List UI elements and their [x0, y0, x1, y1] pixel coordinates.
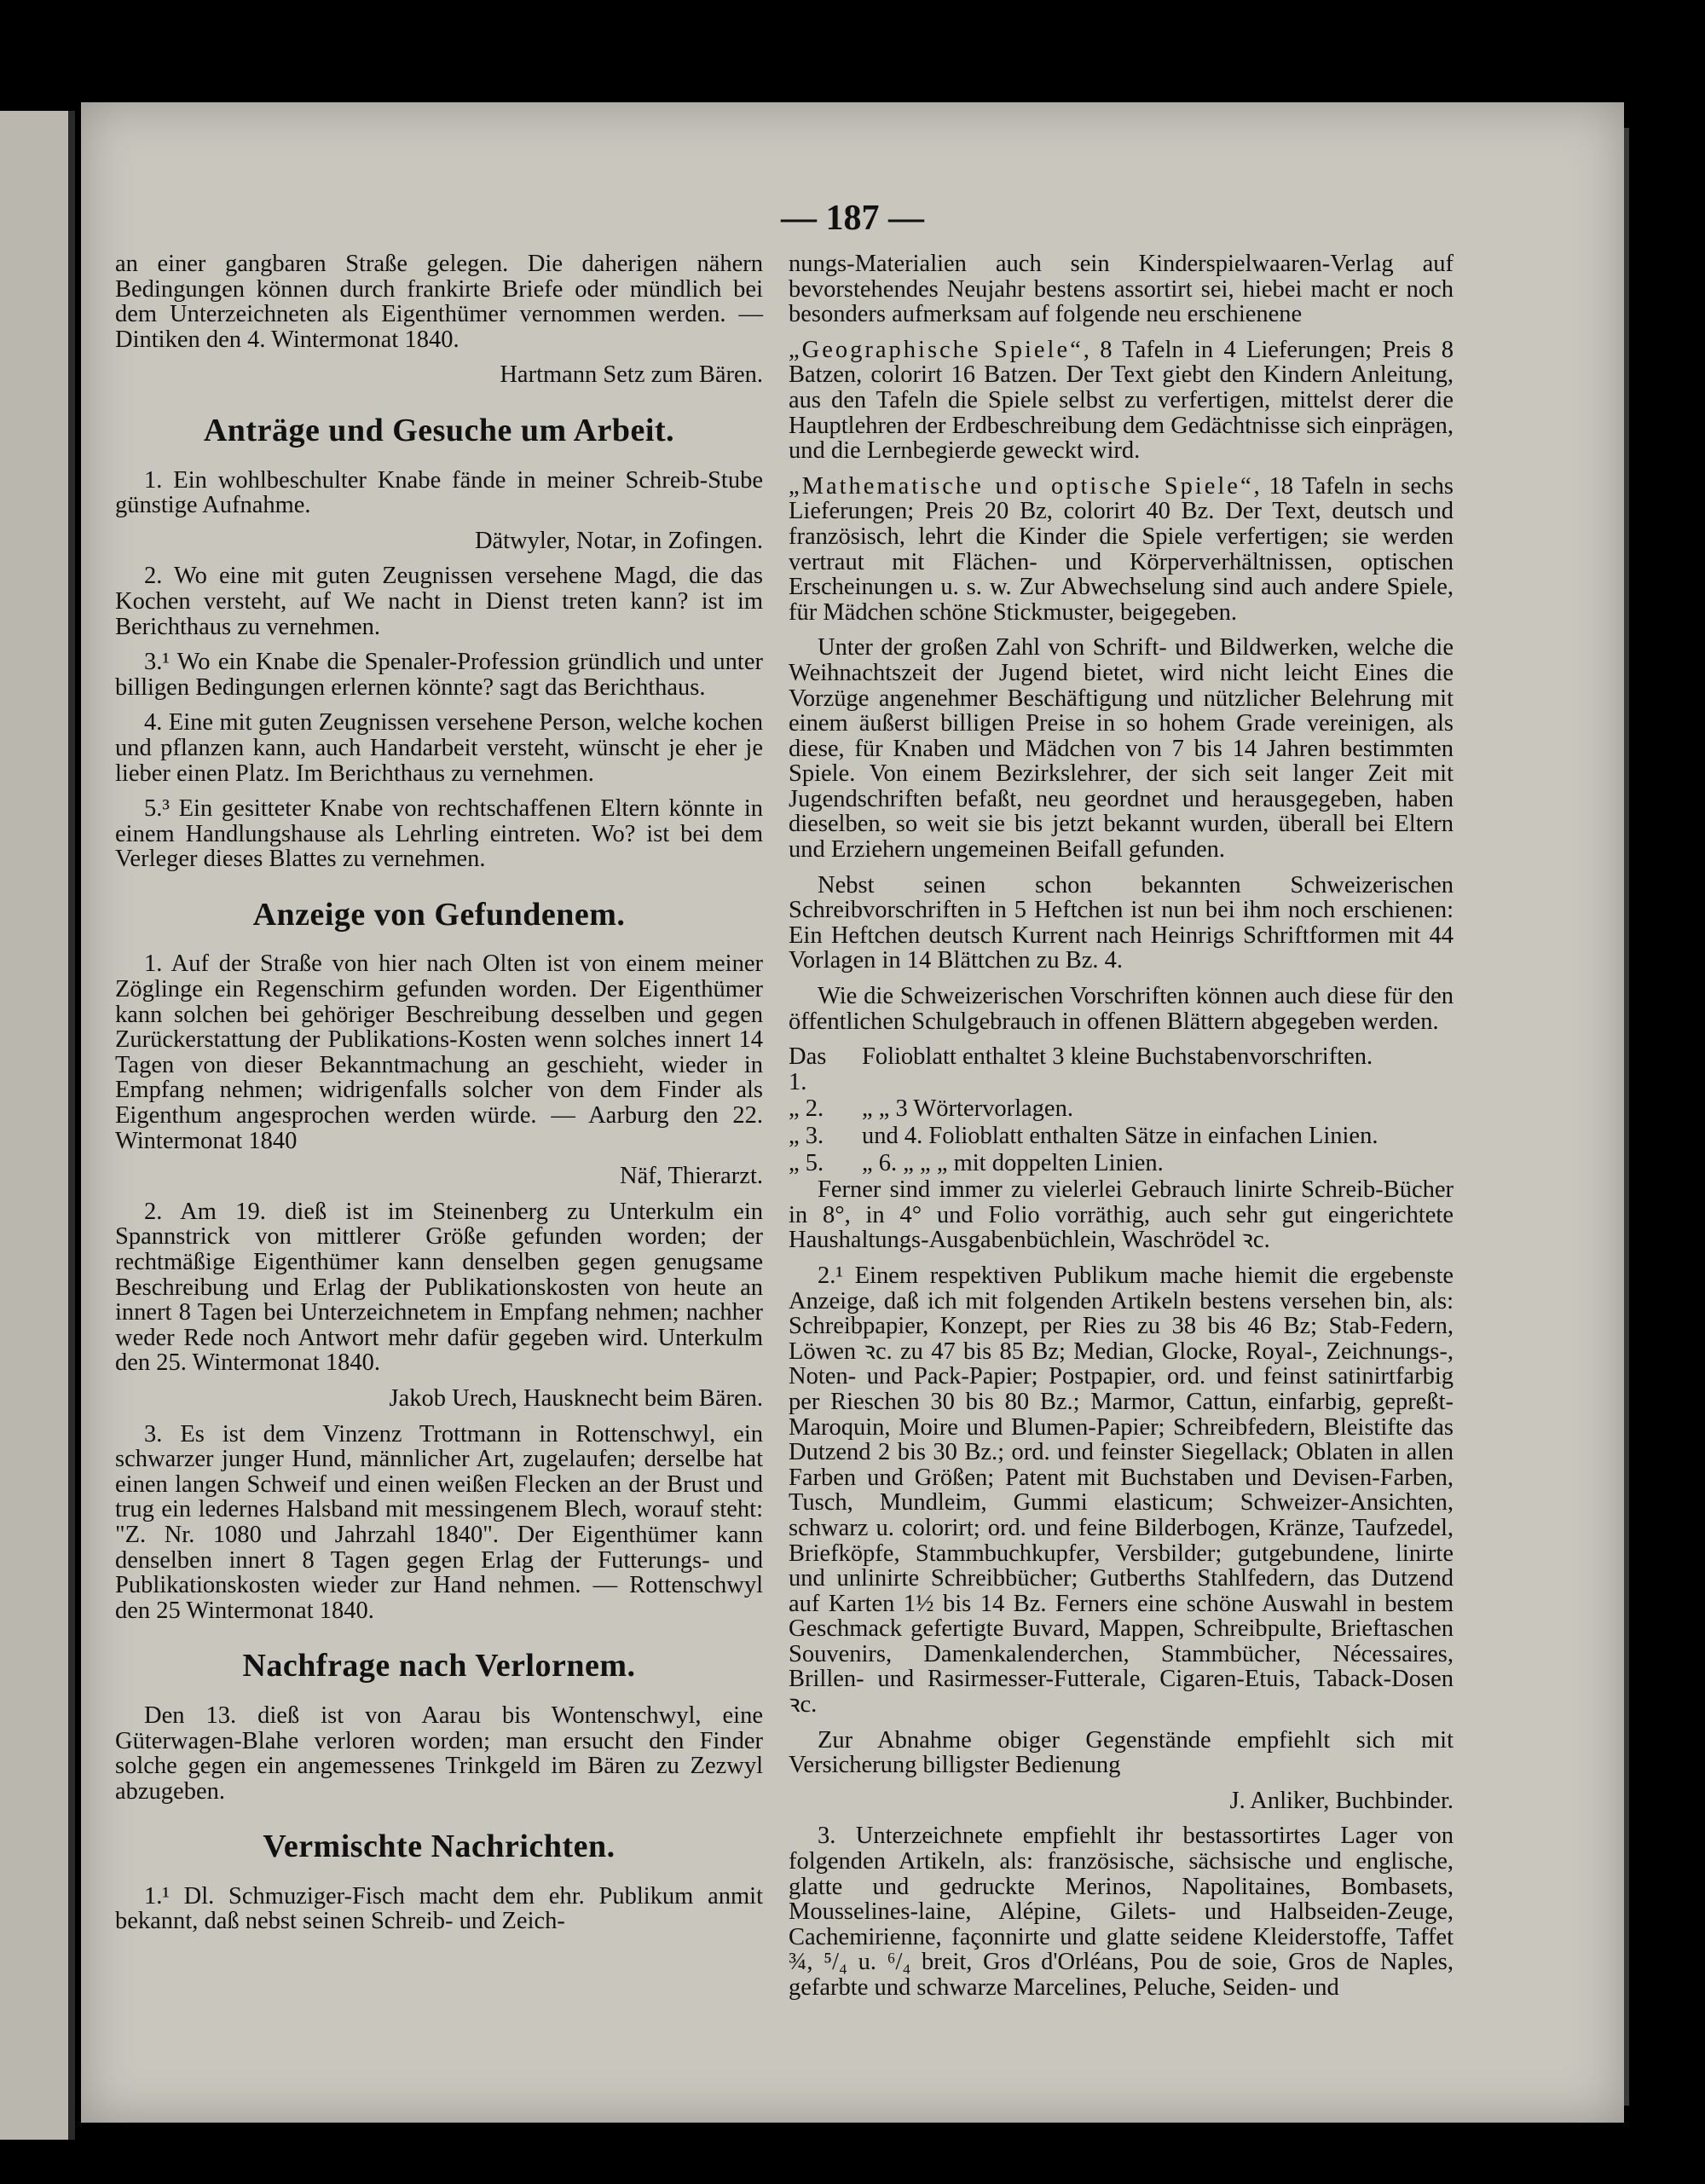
math-games-title: „Mathematische und optische Spiele“ [789, 472, 1254, 500]
stationery-closing: Zur Abnahme obiger Gegenstände empfiehlt sich mit Versicherung billigster Bedienung [789, 1726, 1454, 1779]
writing-templates-text: Nebst seinen schon bekannten Schweizerischen Schreibvorschriften in 5 Heftchen ist nun bei ihm noch erschienen: Ein Heftchen deutsch Kurrent nach Heinrigs Schriftformen mit 44 Vorlagen in 14 Blättchen zu Bz. 4. [789, 871, 1454, 974]
geo-games-entry [789, 338, 1454, 464]
games-review-text: Unter der großen Zahl von Schrift- und Bildwerken, welche die Weihnachtszeit der Jugend bietet, wird nicht leicht Eines die Vorzüge angenehmer Beschäftigung und nützlicher Belehrung mit einem äußerst billigen Preise in so hohem Grade vereinigen, als diese, für Knaben und Mädchen von 7 bis 14 Jahren bestimmten Spiele. Von einem Bezirkslehrer, der sich seit langer Zeit mit Jugendschriften befaßt, neu geordnet und herausgegeben, haben dieselben, so weit sie bis jetzt bekannt wurden, überall bei Eltern und Erziehern ungemeinen Beifall gefunden. [789, 634, 1454, 864]
school-use-text: Wie die Schweizerischen Vorschriften können auch diese für den öffentlichen Schulgebrauch in offenen Blättern abgegeben werden. [789, 983, 1454, 1035]
found-notice-2: 2. Am 19. dieß ist im Steinenberg zu Unterkulm ein Spannstrick von mittlerer Größe gefunden worden; der rechtmäßige Eigenthümer kann denselben gegen genugsame Beschreibung und Erlag der Publikationskosten von heute an innert 8 Tagen bei Unterzeichnetem in Empfang nehmen; nachher weder Rede noch Antwort mehr dafür gegeben wird. Unterkulm den 25. Wintermonat 1840. [115, 1198, 763, 1377]
newspaper-page [81, 102, 1624, 2123]
math-games-entry [789, 474, 1454, 626]
work-notice-1-signature: Dätwyler, Notar, in Zofingen. [474, 527, 763, 554]
textiles-notice: 3. Unterzeichnete empfiehlt ihr bestassortirtes Lager von folgenden Artikeln, als: französische, sächsische und englische, glatte und gedruckte Merinos, Napolitaines, Bombasets, Mousselines-laine, Alépine, Gilets- und Halbseiden-Zeuge, Cachemirienne, façonnirte und glatte seidene Kleiderstoffe, Taffet ¾, ⁵/₄ u. ⁶/₄ breit, Gros d'Orléans, Pou de soie, Gros de Naples, gefarbte und schwarze Marcelines, Peluche, Seiden- und [789, 1823, 1454, 2001]
right-column [789, 251, 1454, 2011]
adjacent-page-strip [0, 111, 68, 2140]
stationery-signature: J. Anliker, Buchbinder. [1229, 1787, 1454, 1814]
intro-signature: Hartmann Setz zum Bären. [500, 361, 763, 389]
section-heading-misc: Vermischte Nachrichten. [263, 1829, 616, 1865]
exercise-books-text: Ferner sind immer zu vielerlei Gebrauch linirte Schreib-Bücher in 8°, in 4° und Folio vorräthig, auch sehr gut eingerichtete Haushaltungs-Ausgabenbüchlein, Waschrödel ꝛc. [789, 1176, 1454, 1254]
intro-text: an einer gangbaren Straße gelegen. Die daherigen nähern Bedingungen können durch frankirte Briefe oder mündlich bei dem Unterzeichneten als Eigenthümer vernommen werden. — Dintiken den 4. Wintermonat 1840. [115, 251, 763, 353]
list-item: Das 1. Folioblatt enthaltet 3 kleine Buchstabenvorschriften. [789, 1043, 1373, 1095]
work-notice-1: 1. Ein wohlbeschulter Knabe fände in meiner Schreib-Stube günstige Aufnahme. [115, 466, 763, 519]
found-notice-1: 1. Auf der Straße von hier nach Olten ist von einem meiner Zöglinge ein Regenschirm gefunden worden. Der Eigenthümer kann solchen bei gehöriger Beschreibung desselben und gegen Zurückerstattung der Publikations-Kosten wenn solches innert 14 Tagen von dieser Bekanntmachung an geschieht, wieder in Empfang nehmen; widrigenfalls solcher von dem Finder als Eigenthum angesprochen werden würde. — Aarburg den 22. Wintermonat 1840 [115, 950, 763, 1154]
list-item: „ 3. und 4. Folioblatt enthalten Sätze in einfachen Linien. [789, 1123, 1378, 1149]
work-notice-2: 2. Wo eine mit guten Zeugnissen versehene Magd, die das Kochen versteht, auf We nacht in Dienst treten kann? ist im Berichthaus zu vernehmen. [115, 563, 763, 640]
toy-publisher-text: nungs-Materialien auch sein Kinderspielwaaren-Verlag auf bevorstehendes Neujahr bestens assortirt sei, hiebei macht er noch besonders aufmerksam auf folgende neu erschienene [789, 251, 1454, 328]
page-number: — 187 — [781, 199, 924, 238]
list-item: „ 5. „ 6. „ „ „ mit doppelten Linien. [789, 1149, 1164, 1176]
adjacent-page-edge [68, 111, 75, 2140]
geo-games-desc: , 8 Tafeln in 4 Lieferungen; Preis 8 Batzen, colorirt 16 Batzen. Der Text giebt den Kindern Anleitung, aus den Tafeln die Spiele selbst zu verfertigen, mittelst derer die Hauptlehren der Erdbeschreibung dem Gedächtnisse sich einprägen, und die Lernbegierde geweckt wird. [789, 336, 1454, 465]
section-heading-lost: Nachfrage nach Verlornem. [242, 1648, 636, 1684]
lost-notice-1: Den 13. dieß ist von Aarau bis Wontenschwyl, eine Güterwagen-Blahe verloren worden; man ersucht den Finder solche gegen ein angemessenes Trinkgeld im Bären zu Zezwyl abzugeben. [115, 1702, 763, 1805]
geo-games-title: „Geographische Spiele“ [789, 336, 1084, 363]
stationery-notice: 2.¹ Einem respektiven Publikum mache hiemit die ergebenste Anzeige, daß ich mit folgenden Artikeln bestens versehen bin, als: Schreibpapier, Konzept, per Ries zu 38 bis 46 Bz; Stab-Federn, Löwen ꝛc. zu 47 bis 85 Bz; Median, Glocke, Royal-, Zeichnungs-, Noten- und Pack-Papier; Postpapier, ord. und feinst satinirtfarbig per Rieschen 30 bis 80 Bz.; Marmor, Cattun, einfarbig, gepreßt-Maroquin, Moire und Blumen-Papier; Schreibfedern, Bleistifte das Dutzend 2 bis 30 Bz.; ord. und feinster Siegellack; Oblaten in allen Farben und Größen; Patent mit Buchstaben und Devisen-Farben, Tusch, Mundleim, Gummi elasticum; Schweizer-Ansichten, schwarz u. colorirt; ord. und feine Bilderbogen, Kränze, Taufzedel, Briefköpfe, Stammbuchkupfer, Versbilder; gutgebundene, linirte und unlinirte Schreibbücher; Gutberths Stahlfedern, das Dutzend auf Karten 1½ bis 14 Bz. Ferners eine schöne Auswahl in bestem Geschmack gefertigte Buvard, Mappen, Schreibpulte, Brieftaschen Souvenirs, Damenkalenderchen, Stammbücher, Nécessaires, Brillen- und Rasirmesser-Futterale, Cigaren-Etuis, Taback-Dosen ꝛc. [789, 1262, 1454, 1719]
found-notice-2-signature: Jakob Urech, Hausknecht beim Bären. [389, 1384, 763, 1412]
math-games-desc: , 18 Tafeln in sechs Lieferungen; Preis 20 Bz, colorirt 40 Bz. Der Text, deutsch und französisch, lehrt die Kinder die Spiele verfertigen; sie werden vertraut mit Flächen- und Körperverhältnissen, optischen Erscheinungen u. s. w. Zur Abwechselung sind auch andere Spiele, für Mädchen schöne Stickmuster, beigegeben. [789, 472, 1454, 626]
section-heading-found: Anzeige von Gefundenem. [252, 896, 626, 933]
list-item: „ 2. „ „ 3 Wörtervorlagen. [789, 1095, 1073, 1123]
work-notice-5: 5.³ Ein gesitteter Knabe von rechtschaffenen Eltern könnte in einem Handlungshause als Lehrling eintreten. Wo? ist bei dem Verleger dieses Blattes zu vernehmen. [115, 795, 763, 873]
work-notice-3: 3.¹ Wo ein Knabe die Spenaler-Profession gründlich und unter billigen Bedingungen erlernen könnte? sagt das Berichthaus. [115, 649, 763, 701]
page-right-edge [1624, 128, 1629, 2106]
found-notice-3: 3. Es ist dem Vinzenz Trottmann in Rottenschwyl, ein schwarzer junger Hund, männlicher Art, zugelaufen; derselbe hat einen langen Schweif und einen weißen Flecken an der Brust und trug ein ledernes Halsband mit messingenem Blech, worauf steht: "Z. Nr. 1080 und Jahrzahl 1840". Der Eigenthümer kann denselben innert 8 Tagen gegen Erlag der Futterungs- und Publikationskosten wieder zur Hand nehmen. — Rottenschwyl den 25 Wintermonat 1840. [115, 1420, 763, 1624]
work-notice-4: 4. Eine mit guten Zeugnissen versehene Person, welche kochen und pflanzen kann, auch Handarbeit versteht, wünscht je eher je lieber einen Platz. Im Berichthaus zu vernehmen. [115, 709, 763, 787]
misc-notice-1: 1.¹ Dl. Schmuziger-Fisch macht dem ehr. Publikum anmit bekannt, daß nebst seinen Schreib- und Zeich- [115, 1882, 763, 1935]
section-heading-work: Anträge und Gesuche um Arbeit. [203, 412, 675, 448]
left-column [115, 251, 763, 1944]
folio-list [789, 1044, 1454, 1176]
found-notice-1-signature: Näf, Thierarzt. [619, 1163, 763, 1190]
